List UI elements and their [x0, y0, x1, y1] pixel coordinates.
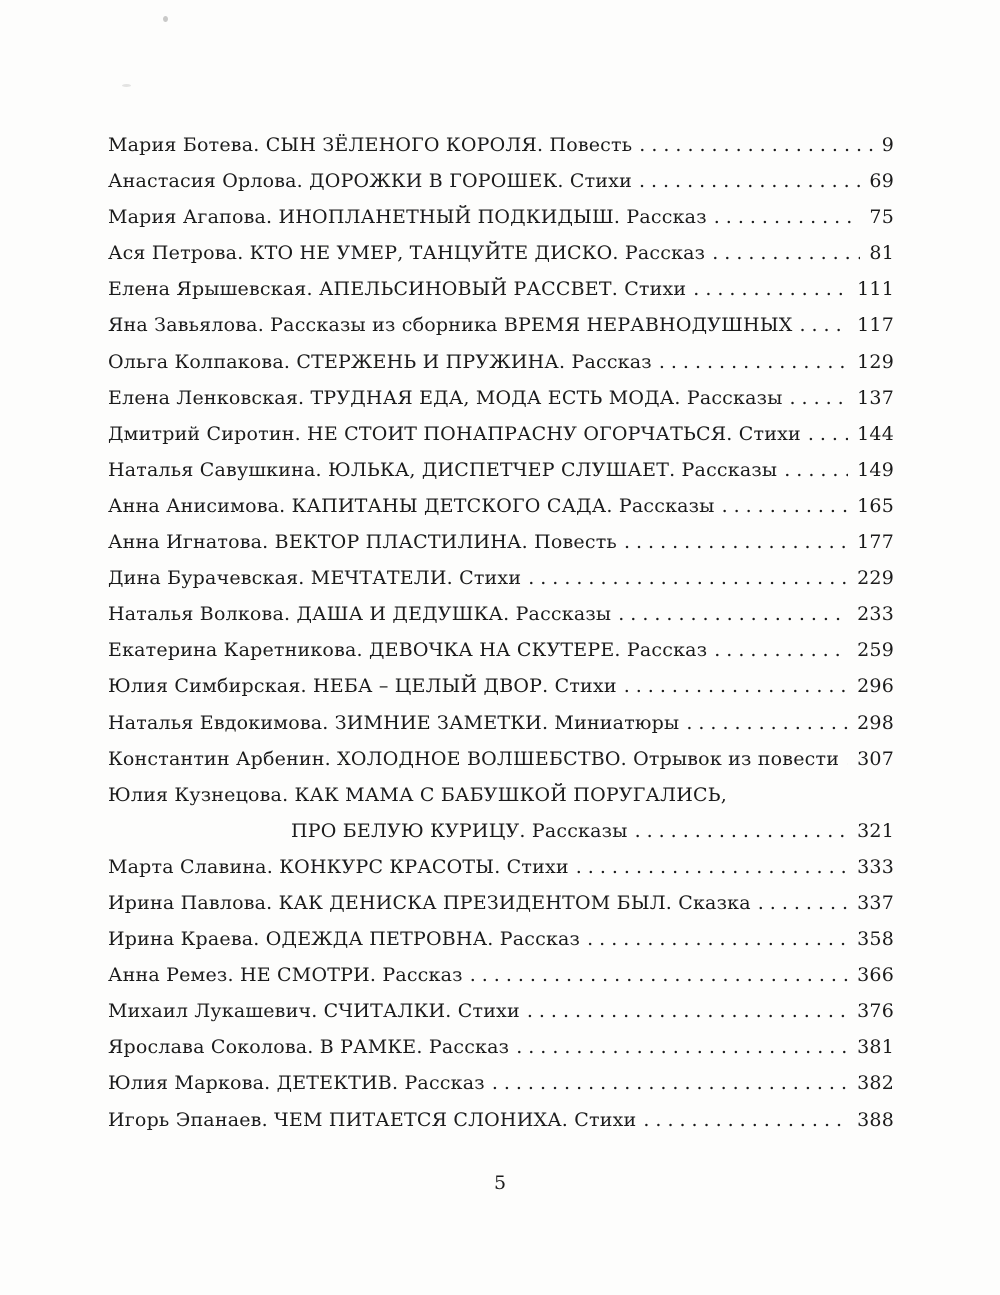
dot-leader: [527, 993, 848, 1029]
toc-line: [108, 488, 894, 524]
toc-page-number: 321: [857, 819, 894, 842]
toc-entry-text: Мария Агапова. ИНОПЛАНЕТНЫЙ ПОДКИДЫШ. Рассказ: [108, 206, 707, 229]
dot-leader: [758, 885, 848, 921]
toc-line: [108, 524, 894, 560]
toc-entry-text: Наталья Евдокимова. ЗИМНИЕ ЗАМЕТКИ. Миниатюры: [108, 711, 680, 734]
toc-entry-text: Константин Арбенин. ХОЛОДНОЕ ВОЛШЕБСТВО. Отрывок из повести: [108, 747, 840, 770]
toc-line: [108, 344, 894, 380]
toc-line: [108, 416, 894, 452]
dot-leader: [714, 632, 848, 668]
toc-page-number: 298: [857, 711, 894, 734]
toc-line: [108, 380, 894, 416]
toc-entry-text: Елена Ленковская. ТРУДНАЯ ЕДА, МОДА ЕСТЬ МОДА. Рассказы: [108, 386, 783, 409]
folio-page-number: 5: [493, 1172, 507, 1194]
toc-entry-text: Елена Ярышевская. АПЕЛЬСИНОВЫЙ РАССВЕТ. Стихи: [108, 278, 687, 301]
toc-entry-text: Ирина Краева. ОДЕЖДА ПЕТРОВНА. Рассказ: [108, 928, 581, 951]
toc-entry-text: Ася Петрова. КТО НЕ УМЕР, ТАНЦУЙТЕ ДИСКО. Рассказ: [108, 242, 706, 265]
toc-line: [108, 705, 894, 741]
toc-page-number: 388: [857, 1108, 894, 1131]
dot-leader: [643, 1102, 848, 1138]
toc-line: [108, 885, 894, 921]
dot-leader: [722, 488, 849, 524]
toc-entry-text: Наталья Савушкина. ЮЛЬКА, ДИСПЕТЧЕР СЛУШАЕТ. Рассказы: [108, 458, 778, 481]
toc-page-number: 69: [869, 170, 894, 193]
toc-page-number: 333: [857, 855, 894, 878]
dot-leader: [784, 452, 848, 488]
toc-entry-text: Марта Славина. КОНКУРС КРАСОТЫ. Стихи: [108, 855, 569, 878]
toc-entry-text: Мария Ботева. СЫН ЗЁЛЕНОГО КОРОЛЯ. Повесть: [108, 134, 633, 156]
scan-speck: [122, 84, 131, 87]
toc-entry-text: Анна Игнатова. ВЕКТОР ПЛАСТИЛИНА. Повесть: [108, 531, 617, 554]
toc-page-number: 117: [857, 314, 894, 337]
dot-leader: [799, 307, 848, 343]
toc-entry-text: Юлия Симбирская. НЕБА – ЦЕЛЫЙ ДВОР. Стихи: [108, 675, 617, 698]
toc-line: [108, 199, 894, 235]
toc-page-number: 307: [857, 747, 894, 770]
toc-page-number: 376: [857, 1000, 894, 1023]
toc-entry-text: Дина Бурачевская. МЕЧТАТЕЛИ. Стихи: [108, 567, 522, 590]
page-footer: [0, 1170, 1000, 1196]
toc-entry-text: Наталья Волкова. ДАША И ДЕДУШКА. Рассказы: [108, 603, 612, 626]
toc-entry-text: ПРО БЕЛУЮ КУРИЦУ. Рассказы: [291, 819, 628, 842]
toc-line: [108, 1065, 894, 1101]
toc-line: [108, 235, 894, 271]
dot-leader: [639, 127, 872, 163]
toc-entry-text: Юлия Кузнецова. КАК МАМА С БАБУШКОЙ ПОРУГАЛИСЬ,: [108, 783, 727, 806]
dot-leader: [624, 668, 848, 704]
dot-leader: [635, 813, 849, 849]
toc-line: [108, 849, 894, 885]
dot-leader: [587, 921, 848, 957]
toc-page-number: 144: [857, 422, 894, 445]
toc-entry-text: Юлия Маркова. ДЕТЕКТИВ. Рассказ: [108, 1072, 485, 1095]
toc-page-number: 111: [857, 278, 894, 301]
dot-leader: [693, 271, 848, 307]
dot-leader: [808, 416, 848, 452]
scan-speck: [163, 16, 168, 22]
toc-list: [108, 127, 894, 1138]
dot-leader: [528, 560, 848, 596]
toc-entry-text: Анна Анисимова. КАПИТАНЫ ДЕТСКОГО САДА. Рассказы: [108, 494, 715, 517]
toc-page-number: 165: [857, 494, 894, 517]
toc-line: [108, 560, 894, 596]
toc-line: [108, 632, 894, 668]
toc-line: [108, 307, 894, 343]
toc-line: [108, 777, 894, 813]
toc-page-number: 259: [857, 639, 894, 662]
dot-leader: [492, 1065, 848, 1101]
dot-leader: [470, 957, 848, 993]
toc-entry-text: Михаил Лукашевич. СЧИТАЛКИ. Стихи: [108, 1000, 520, 1023]
toc-page-number: 177: [857, 531, 894, 554]
toc-entry-text: Ольга Колпакова. СТЕРЖЕНЬ И ПРУЖИНА. Рассказ: [108, 350, 652, 373]
toc-page-number: 149: [857, 458, 894, 481]
toc-line: [108, 271, 894, 307]
toc-entry-text: Екатерина Каретникова. ДЕВОЧКА НА СКУТЕРЕ. Рассказ: [108, 639, 708, 662]
dot-leader: [659, 344, 848, 380]
toc-entry-text: Ярослава Соколова. В РАМКЕ. Рассказ: [108, 1036, 510, 1059]
toc-line: [108, 1029, 894, 1065]
toc-line: [108, 813, 894, 849]
dot-leader: [576, 849, 848, 885]
toc-line: [108, 741, 894, 777]
dot-leader: [639, 163, 860, 199]
toc-line: [108, 452, 894, 488]
toc-page-number: 382: [857, 1072, 894, 1095]
dot-leader: [790, 380, 849, 416]
toc-line: [108, 668, 894, 704]
toc-entry-text: Ирина Павлова. КАК ДЕНИСКА ПРЕЗИДЕНТОМ БЫЛ. Сказка: [108, 891, 751, 914]
toc-line: [108, 127, 894, 163]
toc-page-number: 75: [869, 206, 894, 229]
toc-entry-text: Дмитрий Сиротин. НЕ СТОИТ ПОНАПРАСНУ ОГОРЧАТЬСЯ. Стихи: [108, 422, 801, 445]
toc-line: [108, 596, 894, 632]
toc-line: [108, 993, 894, 1029]
toc-page-number: 129: [857, 350, 894, 373]
toc-line: [108, 921, 894, 957]
toc-entry-text: Яна Завьялова. Рассказы из сборника ВРЕМЯ НЕРАВНОДУШНЫХ: [108, 314, 793, 337]
toc-line: [108, 1102, 894, 1138]
toc-page-number: 233: [857, 603, 894, 626]
toc-entry-text: Игорь Эпанаев. ЧЕМ ПИТАЕТСЯ СЛОНИХА. Стихи: [108, 1108, 637, 1131]
toc-page-number: 381: [857, 1036, 894, 1059]
toc-page-number: 358: [857, 928, 894, 951]
toc-page-number: 337: [857, 891, 894, 914]
toc-line: [108, 163, 894, 199]
dot-leader: [714, 199, 861, 235]
toc-entry-text: Анастасия Орлова. ДОРОЖКИ В ГОРОШЕК. Стихи: [108, 170, 632, 193]
toc-page-number: 296: [857, 675, 894, 698]
dot-leader: [618, 596, 848, 632]
dot-leader: [712, 235, 860, 271]
toc-page-number: 9: [881, 134, 894, 156]
toc-entry-text: Анна Ремез. НЕ СМОТРИ. Рассказ: [108, 964, 463, 987]
toc-page-number: 81: [869, 242, 894, 265]
toc-page-number: 229: [857, 567, 894, 590]
toc-page-number: 137: [857, 386, 894, 409]
dot-leader: [516, 1029, 848, 1065]
dot-leader: [686, 705, 848, 741]
toc-page-number: 366: [857, 964, 894, 987]
toc-line: [108, 957, 894, 993]
dot-leader: [624, 524, 848, 560]
